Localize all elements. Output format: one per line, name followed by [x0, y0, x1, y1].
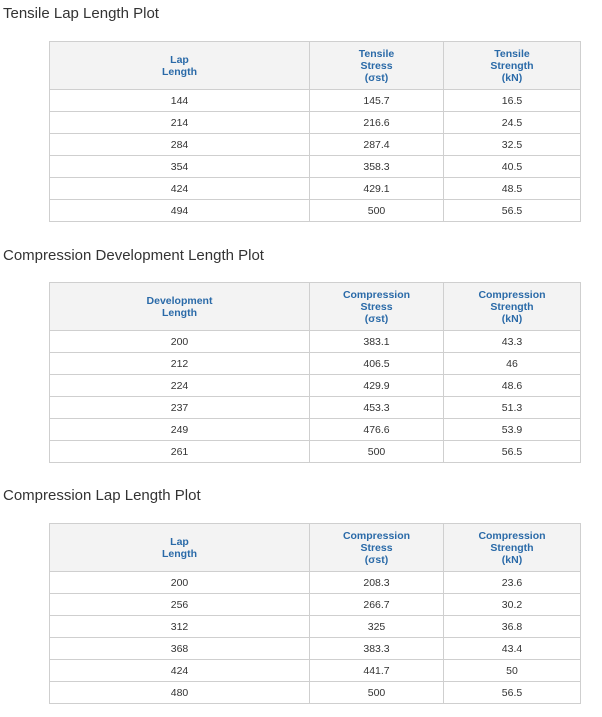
- table-header-row: [50, 42, 581, 90]
- table-cell: 354: [50, 156, 310, 178]
- table-row: [50, 682, 581, 704]
- table-row: [50, 112, 581, 134]
- column-header-line: Compression: [342, 288, 411, 301]
- table-cell: 368: [50, 638, 310, 660]
- table-cell: 424: [50, 178, 310, 200]
- table-cell: 429.9: [310, 375, 444, 397]
- compression-lap-table: [49, 523, 581, 704]
- table-header-row: [50, 283, 581, 331]
- table-row: [50, 200, 581, 222]
- table-cell: 453.3: [310, 397, 444, 419]
- table-row: [50, 90, 581, 112]
- table-cell: 56.5: [444, 441, 581, 463]
- table-cell: 312: [50, 616, 310, 638]
- table-cell: 214: [50, 112, 310, 134]
- table-cell: 476.6: [310, 419, 444, 441]
- column-header-line: Stress: [360, 59, 393, 72]
- column-header-line: Strength: [490, 59, 534, 72]
- table-cell: 429.1: [310, 178, 444, 200]
- table-cell: 144: [50, 90, 310, 112]
- table-row: [50, 594, 581, 616]
- column-header: [50, 524, 310, 572]
- table-row: [50, 397, 581, 419]
- column-header-line: Length: [162, 65, 197, 78]
- compression-development-table: [49, 282, 581, 463]
- column-header: [444, 42, 581, 90]
- column-header: [50, 42, 310, 90]
- table-cell: 40.5: [444, 156, 581, 178]
- table-cell: 200: [50, 331, 310, 353]
- table-cell: 284: [50, 134, 310, 156]
- table-header-row: [50, 524, 581, 572]
- column-header-line: (kN): [501, 71, 523, 84]
- column-header-line: Length: [162, 547, 197, 560]
- table-cell: 145.7: [310, 90, 444, 112]
- table-row: [50, 660, 581, 682]
- table-cell: 30.2: [444, 594, 581, 616]
- table-cell: 46: [444, 353, 581, 375]
- table-cell: 23.6: [444, 572, 581, 594]
- column-header: [444, 524, 581, 572]
- column-header-line: (kN): [501, 312, 523, 325]
- tensile-lap-table: [49, 41, 581, 222]
- column-header: [444, 283, 581, 331]
- table-cell: 325: [310, 616, 444, 638]
- table-cell: 500: [310, 200, 444, 222]
- table-row: [50, 134, 581, 156]
- table-cell: 358.3: [310, 156, 444, 178]
- table-cell: 500: [310, 441, 444, 463]
- column-header-line: (σst): [364, 553, 389, 566]
- column-header-line: Stress: [360, 541, 393, 554]
- column-header-line: Lap: [170, 53, 189, 66]
- column-header-line: Strength: [490, 300, 534, 313]
- table-row: [50, 441, 581, 463]
- table-cell: 441.7: [310, 660, 444, 682]
- table-cell: 494: [50, 200, 310, 222]
- table-cell: 43.4: [444, 638, 581, 660]
- table-cell: 208.3: [310, 572, 444, 594]
- column-header-line: Strength: [490, 541, 534, 554]
- column-header-line: Length: [162, 306, 197, 319]
- column-header-line: (σst): [364, 312, 389, 325]
- table-cell: 53.9: [444, 419, 581, 441]
- table-cell: 237: [50, 397, 310, 419]
- table-cell: 56.5: [444, 682, 581, 704]
- column-header: [50, 283, 310, 331]
- table-cell: 266.7: [310, 594, 444, 616]
- table-row: [50, 353, 581, 375]
- table-cell: 480: [50, 682, 310, 704]
- table-cell: 56.5: [444, 200, 581, 222]
- column-header: [310, 283, 444, 331]
- column-header-line: (kN): [501, 553, 523, 566]
- table-cell: 200: [50, 572, 310, 594]
- column-header: [310, 524, 444, 572]
- column-header-line: Compression: [478, 529, 546, 542]
- column-header-line: Compression: [342, 529, 411, 542]
- column-header-line: Compression: [478, 288, 546, 301]
- table-cell: 383.1: [310, 331, 444, 353]
- table-row: [50, 331, 581, 353]
- table-row: [50, 616, 581, 638]
- table-cell: 50: [444, 660, 581, 682]
- table-cell: 500: [310, 682, 444, 704]
- table-cell: 256: [50, 594, 310, 616]
- table-cell: 224: [50, 375, 310, 397]
- table-row: [50, 419, 581, 441]
- table-cell: 383.3: [310, 638, 444, 660]
- table-cell: 48.6: [444, 375, 581, 397]
- table-cell: 16.5: [444, 90, 581, 112]
- table-cell: 48.5: [444, 178, 581, 200]
- table-cell: 249: [50, 419, 310, 441]
- column-header-line: Tensile: [494, 47, 530, 60]
- table-cell: 32.5: [444, 134, 581, 156]
- section-title-compression-development: Compression Development Length Plot: [3, 247, 264, 264]
- table-cell: 36.8: [444, 616, 581, 638]
- column-header-line: Lap: [170, 535, 189, 548]
- column-header: [310, 42, 444, 90]
- table-cell: 43.3: [444, 331, 581, 353]
- table-row: [50, 156, 581, 178]
- column-header-line: Tensile: [358, 47, 395, 60]
- column-header-line: (σst): [364, 71, 389, 84]
- section-title-compression-lap: Compression Lap Length Plot: [3, 487, 201, 504]
- table-row: [50, 638, 581, 660]
- table-cell: 24.5: [444, 112, 581, 134]
- table-cell: 424: [50, 660, 310, 682]
- table-row: [50, 572, 581, 594]
- table-cell: 287.4: [310, 134, 444, 156]
- column-header-line: Development: [146, 294, 213, 307]
- table-cell: 261: [50, 441, 310, 463]
- table-cell: 406.5: [310, 353, 444, 375]
- section-title-tensile-lap: Tensile Lap Length Plot: [3, 5, 159, 22]
- table-cell: 216.6: [310, 112, 444, 134]
- table-cell: 212: [50, 353, 310, 375]
- table-row: [50, 178, 581, 200]
- table-cell: 51.3: [444, 397, 581, 419]
- table-row: [50, 375, 581, 397]
- column-header-line: Stress: [360, 300, 393, 313]
